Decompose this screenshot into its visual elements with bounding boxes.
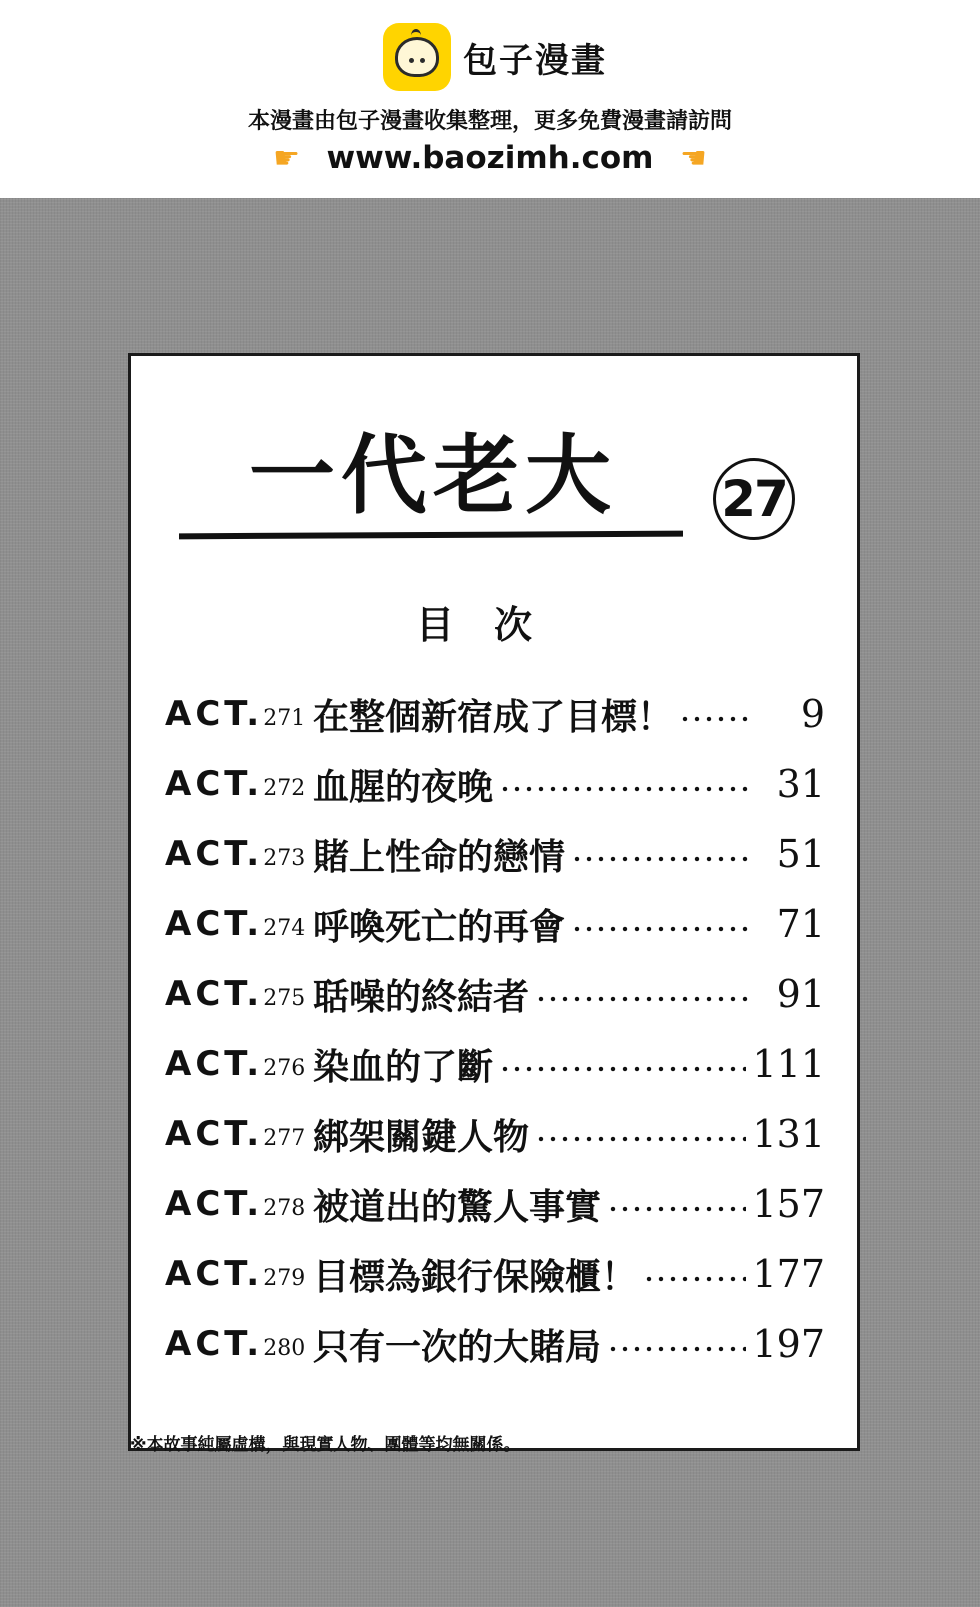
bun-tuft — [411, 29, 421, 42]
act-number: 278 — [263, 1196, 306, 1221]
act-label: ACT.272 — [165, 764, 306, 804]
toc-entry[interactable] — [165, 1246, 825, 1302]
toc-entry[interactable] — [165, 1316, 825, 1372]
brand[interactable] — [383, 22, 607, 92]
volume-badge: 27 — [713, 458, 795, 540]
page-number: 51 — [776, 832, 825, 876]
dot-leader — [607, 1205, 746, 1213]
dot-leader — [535, 995, 749, 1003]
toc-heading: 目次 — [415, 603, 572, 647]
page-number: 71 — [776, 902, 825, 946]
toc-entry[interactable] — [165, 1176, 825, 1232]
book-title: 一代老大 — [249, 426, 617, 526]
act-label: ACT.279 — [165, 1254, 306, 1294]
scanned-page — [0, 198, 980, 1607]
disclaimer-note: ※本故事純屬虛構，與現實人物、團體等均無關係。 — [130, 1435, 521, 1455]
act-label: ACT.275 — [165, 974, 306, 1014]
dot-leader — [535, 1135, 746, 1143]
toc-entry[interactable] — [165, 756, 825, 812]
act-label: ACT.280 — [165, 1324, 306, 1364]
toc-entry[interactable] — [165, 826, 825, 882]
act-label: ACT.278 — [165, 1184, 306, 1224]
act-number: 277 — [263, 1126, 306, 1151]
dot-leader — [571, 925, 749, 933]
toc-entry[interactable] — [165, 686, 825, 742]
act-label: ACT.276 — [165, 1044, 306, 1084]
page-number: 131 — [752, 1112, 825, 1156]
brand-name: 包子漫畫 — [463, 40, 607, 81]
act-number: 272 — [263, 776, 306, 801]
chapter-title: 被道出的驚人事實 — [313, 1185, 602, 1228]
baozi-logo-icon — [383, 23, 451, 91]
act-number: 279 — [263, 1266, 306, 1291]
chapter-title: 呼喚死亡的再會 — [313, 905, 566, 948]
dot-leader — [499, 785, 749, 793]
pointing-left-hand-icon: ☚ — [680, 140, 707, 176]
pointing-right-hand-icon: ☛ — [273, 140, 300, 176]
chapter-title: 聒噪的終結者 — [313, 975, 530, 1018]
page-number: 177 — [752, 1252, 825, 1296]
act-label: ACT.271 — [165, 694, 306, 734]
act-number: 273 — [263, 846, 306, 871]
dot-leader — [499, 1065, 746, 1073]
toc-entry[interactable] — [165, 1106, 825, 1162]
title-underline — [179, 531, 683, 540]
page-number: 157 — [752, 1182, 825, 1226]
chapter-title: 賭上性命的戀情 — [313, 835, 566, 878]
site-url-link[interactable]: www.baozimh.com — [326, 140, 654, 176]
chapter-title: 只有一次的大賭局 — [313, 1325, 602, 1368]
page-number: 111 — [752, 1042, 825, 1086]
page-number: 197 — [752, 1322, 825, 1366]
page-number: 9 — [800, 692, 825, 736]
banner-tagline: 本漫畫由包子漫畫收集整理，更多免費漫畫請訪問 — [247, 109, 732, 134]
act-number: 276 — [263, 1056, 306, 1081]
page-number: 91 — [776, 972, 825, 1016]
logo-eye-right — [420, 58, 425, 63]
dot-leader — [571, 855, 749, 863]
dot-leader — [679, 715, 749, 723]
toc-entry[interactable] — [165, 966, 825, 1022]
logo-eye-left — [409, 58, 414, 63]
act-label: ACT.273 — [165, 834, 306, 874]
act-number: 275 — [263, 986, 306, 1011]
act-number: 280 — [263, 1336, 306, 1361]
act-label: ACT.274 — [165, 904, 306, 944]
page-number: 31 — [776, 762, 825, 806]
act-number: 271 — [263, 706, 306, 731]
dot-leader — [643, 1275, 746, 1283]
dot-leader — [607, 1345, 746, 1353]
url-row — [0, 136, 980, 180]
toc-entry[interactable] — [165, 896, 825, 952]
chapter-title: 綁架關鍵人物 — [313, 1115, 530, 1158]
chapter-title: 在整個新宿成了目標！ — [313, 695, 674, 738]
act-label: ACT.277 — [165, 1114, 306, 1154]
toc-box — [128, 353, 860, 1451]
act-number: 274 — [263, 916, 306, 941]
chapter-title: 目標為銀行保險櫃！ — [313, 1255, 638, 1298]
toc-entry[interactable] — [165, 1036, 825, 1092]
chapter-title: 血腥的夜晚 — [313, 765, 494, 808]
site-banner — [0, 0, 980, 198]
chapter-title: 染血的了斷 — [313, 1045, 494, 1088]
bun-shape — [395, 37, 439, 77]
